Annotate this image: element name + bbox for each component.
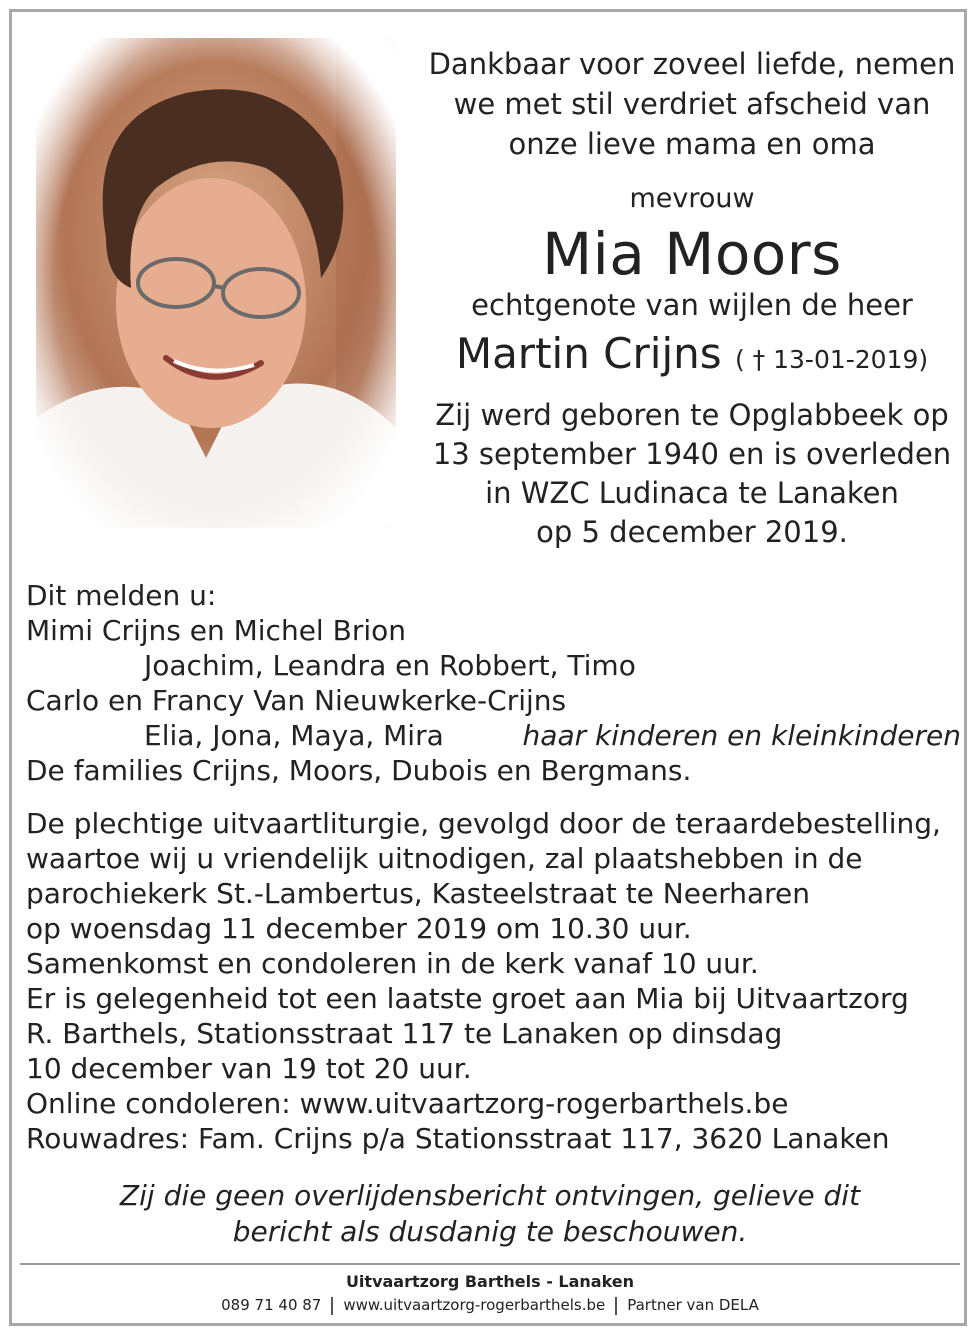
closing-line-1: Zij die geen overlijdensbericht ontvingen, gelieve dit	[119, 1179, 861, 1212]
born-line-3: in WZC Ludinaca te Lanaken	[485, 476, 899, 510]
footer-company: Uitvaartzorg Barthels - Lanaken	[345, 1272, 635, 1291]
grandchildren-1: Joachim, Leandra en Robbert, Timo	[144, 649, 636, 682]
grandchildren-2: Elia, Jona, Maya, Mira	[144, 719, 444, 752]
spouse-label: echtgenote van wijlen de heer	[471, 288, 913, 322]
online-condolences[interactable]: Online condoleren: www.uitvaartzorg-rogerbarthels.be	[26, 1087, 789, 1120]
footer-partner: Partner van DELA	[627, 1296, 759, 1314]
footer-separator	[615, 1297, 617, 1315]
spouse-death-date: ( † 13-01-2019)	[734, 345, 929, 374]
intro-line-3: onze lieve mama en oma	[508, 127, 876, 161]
funeral-line-8: 10 december van 19 tot 20 uur.	[26, 1052, 472, 1085]
closing-line-2: bericht als dusdanig te beschouwen.	[232, 1215, 748, 1248]
footer-phone[interactable]: 089 71 40 87	[221, 1296, 322, 1314]
birth-death-info	[414, 396, 970, 552]
portrait-photo	[36, 38, 396, 528]
footer-separator	[331, 1297, 333, 1315]
spouse-line	[414, 328, 970, 386]
born-line-1: Zij werd geboren te Opglabbeek op	[435, 398, 949, 432]
intro-line-2: we met stil verdriet afscheid van	[453, 87, 931, 121]
footer-website[interactable]: www.uitvaartzorg-rogerbarthels.be	[343, 1296, 606, 1314]
announcers-heading: Dit melden u:	[26, 579, 217, 612]
deceased-name: Mia Moors	[542, 220, 842, 288]
family-2: Carlo en Francy Van Nieuwkerke-Crijns	[26, 684, 567, 717]
mourning-address: Rouwadres: Fam. Crijns p/a Stationsstraat 117, 3620 Lanaken	[26, 1122, 890, 1155]
footer-contact	[0, 1296, 980, 1315]
funeral-line-3: parochiekerk St.-Lambertus, Kasteelstraat te Neerharen	[26, 877, 810, 910]
relation-label: haar kinderen en kleinkinderen	[522, 719, 961, 752]
footer-divider	[20, 1263, 960, 1265]
family-1: Mimi Crijns en Michel Brion	[26, 614, 406, 647]
extended-families: De families Crijns, Moors, Dubois en Bergmans.	[26, 754, 692, 787]
funeral-line-4: op woensdag 11 december 2019 om 10.30 uur.	[26, 912, 692, 945]
announcement-header	[414, 44, 970, 552]
funeral-line-7: R. Barthels, Stationsstraat 117 te Lanaken op dinsdag	[26, 1017, 783, 1050]
born-line-4: op 5 december 2019.	[536, 515, 848, 549]
closing-note	[26, 1178, 954, 1250]
funeral-line-2: waartoe wij u vriendelijk uitnodigen, zal plaatshebben in de	[26, 842, 863, 875]
salutation: mevrouw	[629, 183, 755, 214]
funeral-line-6: Er is gelegenheid tot een laatste groet aan Mia bij Uitvaartzorg	[26, 982, 909, 1015]
spacer	[26, 788, 961, 806]
grandchildren-2-row	[26, 718, 961, 753]
intro-line-1: Dankbaar voor zoveel liefde, nemen	[428, 47, 956, 81]
spouse-name: Martin Crijns	[455, 329, 722, 378]
funeral-line-1: De plechtige uitvaartliturgie, gevolgd door de teraardebestelling,	[26, 807, 941, 840]
born-line-2: 13 september 1940 en is overleden	[432, 437, 952, 471]
funeral-line-5: Samenkomst en condoleren in de kerk vanaf 10 uur.	[26, 947, 759, 980]
announcement-body	[26, 578, 961, 1156]
